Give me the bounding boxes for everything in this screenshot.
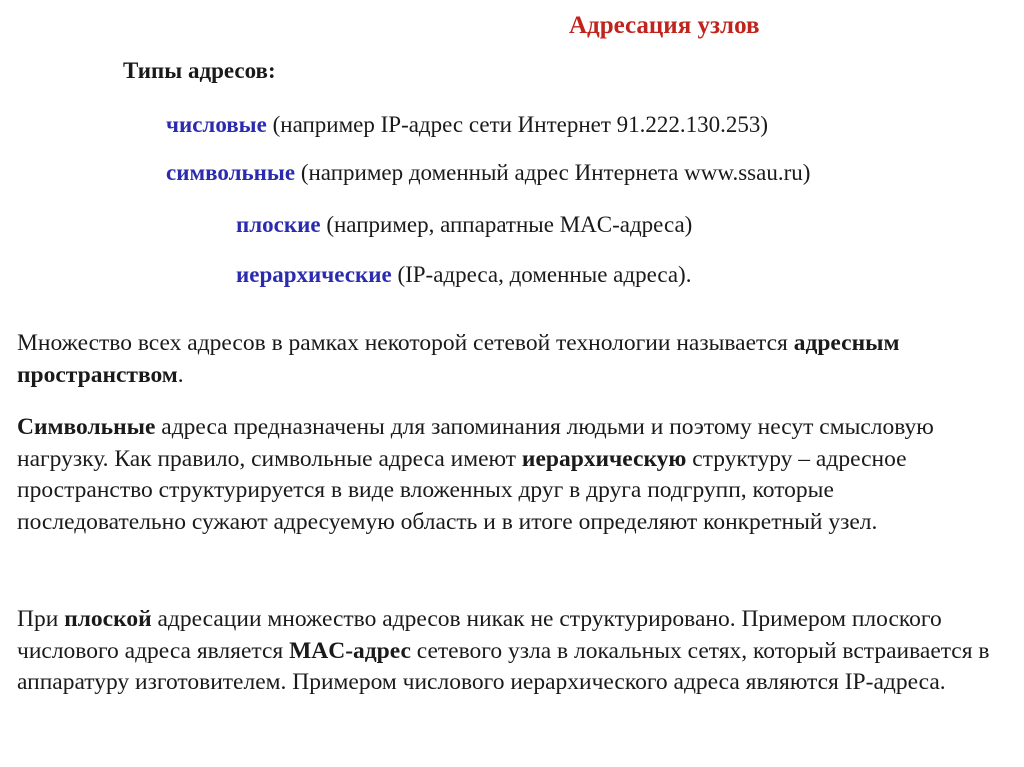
bold-term: иерархическую [521,445,687,472]
text-run: Множество всех адресов в рамках некоторой сетевой технологии называется [17,330,794,356]
paragraph-address-space [17,328,1002,391]
bold-term: MAC-адрес [289,637,411,664]
text-run: При [17,606,65,632]
address-type-symbolic [166,160,810,186]
address-type-hierarchical [236,262,691,288]
slide-title: Адресация узлов [569,12,760,39]
address-type-desc: (IP-адреса, доменные адреса). [391,262,692,287]
address-type-term: числовые [166,112,267,137]
address-type-desc: (например IP-адрес сети Интернет 91.222.130.253) [266,112,769,137]
bold-term: Символьные [17,414,156,440]
paragraph-symbolic-addresses [17,412,1002,538]
address-type-term: иерархические [236,262,392,287]
text-run: адреса предназначены для запоминания людьми и поэтому несут смысловую нагрузку. Как правило, символьные адреса имеют [17,414,934,472]
text-run: . [177,361,184,388]
bold-term: плоской [64,606,152,632]
text-run: сетевого узла в локальных сетях, который встраивается в аппаратуру изготовителем. Примером числового иерархического адреса являются IP-адреса. [17,637,990,695]
address-type-desc: (например доменный адрес Интернета www.ssau.ru) [295,160,811,185]
text-run: адресации множество адресов никак не структурировано. Примером плоского числового адреса является [17,606,942,664]
address-type-desc: (например, аппаратные MAC-адреса) [320,212,693,237]
address-type-numeric [166,112,768,138]
paragraph-flat-addressing [17,604,1002,699]
address-type-term: символьные [166,160,296,185]
bold-term: адресным пространством [17,330,900,388]
address-type-flat [236,212,692,238]
address-types-heading: Типы адресов: [123,58,276,83]
text-run: структуру – адресное пространство структурируется в виде вложенных друг в друга подгрупп, которые последовательно сужают адресуемую область и в итоге определяют конкретный узел. [17,445,907,535]
address-type-term: плоские [236,212,321,237]
